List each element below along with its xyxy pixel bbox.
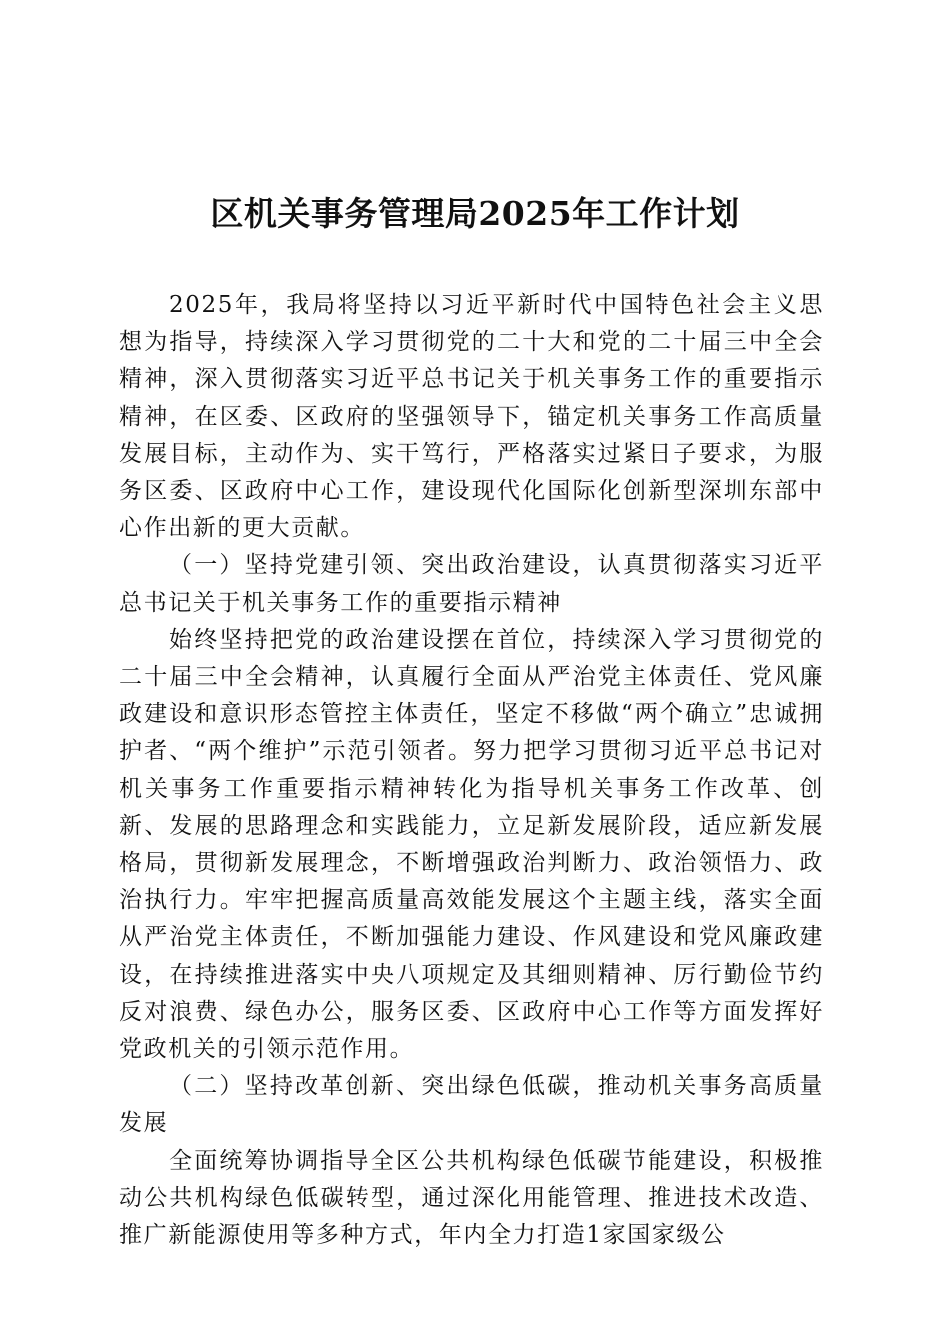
section-1-heading: （一）坚持党建引领、突出政治建设，认真贯彻落实习近平总书记关于机关事务工作的重要指示精神 <box>119 552 824 616</box>
document-title: 区机关事务管理局2025年工作计划 <box>210 194 740 233</box>
intro-paragraph: 2025年，我局将坚持以习近平新时代中国特色社会主义思想为指导，持续深入学习贯彻党的二十大和党的二十届三中全会精神，深入贯彻落实习近平总书记关于机关事务工作的重要指示精神，在区委、区政府的坚强领导下，锚定机关事务工作高质量发展目标，主动作为、实干笃行，严格落实过紧日子要求，为服务区委、区政府中心工作，建设现代化国际化创新型深圳东部中心作出新的更大贡献。 <box>119 292 824 542</box>
section-2-heading: （二）坚持改革创新、突出绿色低碳，推动机关事务高质量发展 <box>119 1073 824 1137</box>
section-1-body: 始终坚持把党的政治建设摆在首位，持续深入学习贯彻党的二十届三中全会精神，认真履行全面从严治党主体责任、党风廉政建设和意识形态管控主体责任，坚定不移做“两个确立”忠诚拥护者、“两个维护”示范引领者。努力把学习贯彻习近平总书记对机关事务工作重要指示精神转化为指导机关事务工作改革、创新、发展的思路理念和实践能力，立足新发展阶段，适应新发展格局，贯彻新发展理念，不断增强政治判断力、政治领悟力、政治执行力。牢牢把握高质量高效能发展这个主题主线，落实全面从严治党主体责任，不断加强能力建设、作风建设和党风廉政建设，在持续推进落实中央八项规定及其细则精神、厉行勤俭节约反对浪费、绿色办公，服务区委、区政府中心工作等方面发挥好党政机关的引领示范作用。 <box>119 626 824 1063</box>
document-body <box>119 287 824 1254</box>
section-2-body: 全面统筹协调指导全区公共机构绿色低碳节能建设，积极推动公共机构绿色低碳转型，通过深化用能管理、推进技术改造、推广新能源使用等多种方式，年内全力打造1家国家级公 <box>119 1147 824 1249</box>
